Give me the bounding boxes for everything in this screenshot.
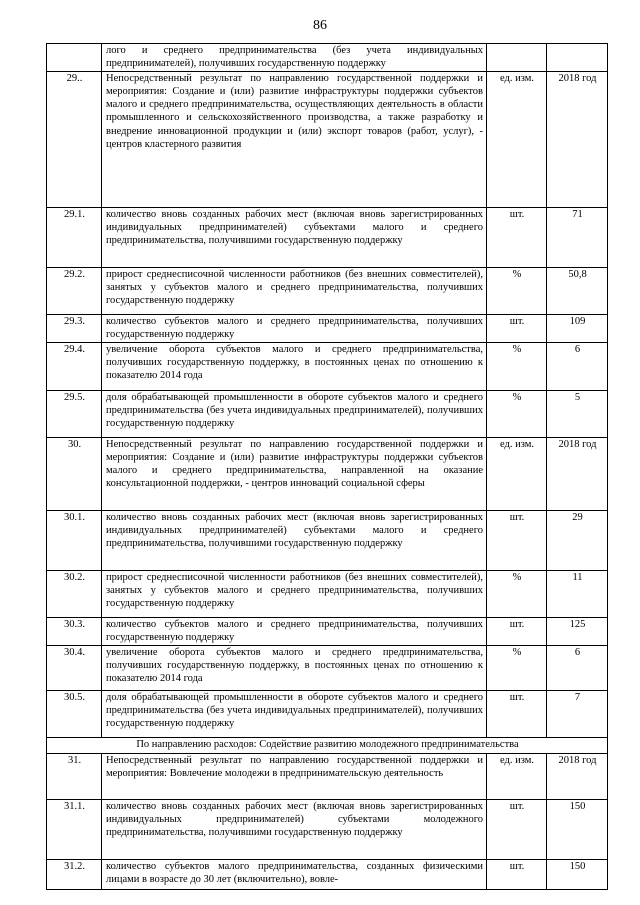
table-row — [47, 342, 608, 390]
indicator-text: Непосредственный результат по направлению государственной поддержки и мероприятия: Создание и (или) развитие инфраструктуры поддержки субъектов малого и среднего предпринимательства, осуществляющих деятельность в области промышленного и сельскохозяйственного производства, а также разработку и внедрение инновационной продукции и (или) экспорт товаров (работ, услуг), - центров кластерного развития — [102, 71, 487, 207]
indicator-text: количество вновь созданных рабочих мест (включая вновь зарегистрированных индивидуальных предпринимателей) субъектами малого и среднего предпринимательства, получившими государственную поддержку — [102, 207, 487, 267]
row-number: 30. — [47, 437, 102, 510]
value-cell: 2018 год — [547, 71, 608, 207]
value-cell: 109 — [547, 314, 608, 342]
row-number: 30.5. — [47, 690, 102, 737]
unit-cell: % — [487, 267, 547, 314]
table-row — [47, 71, 608, 207]
value-cell: 11 — [547, 570, 608, 617]
unit-cell: шт. — [487, 617, 547, 645]
row-number: 29.1. — [47, 207, 102, 267]
indicator-text: количество вновь созданных рабочих мест (включая вновь зарегистрированных индивидуальных предпринимателей) субъектами молодежного предпринимательства, получившими государственную поддержку — [102, 799, 487, 859]
indicator-text: увеличение оборота субъектов малого и среднего предпринимательства, получивших государственную поддержку, в постоянных ценах по отношению к показателю 2014 года — [102, 645, 487, 690]
table-row — [47, 617, 608, 645]
unit-cell: % — [487, 570, 547, 617]
indicator-text: Непосредственный результат по направлению государственной поддержки и мероприятия: Вовлечение молодежи в предпринимательскую деятельность — [102, 753, 487, 799]
row-number: 31. — [47, 753, 102, 799]
unit-cell: ед. изм. — [487, 71, 547, 207]
value-cell: 50,8 — [547, 267, 608, 314]
row-number: 29.3. — [47, 314, 102, 342]
unit-cell: % — [487, 342, 547, 390]
unit-cell: ед. изм. — [487, 437, 547, 510]
section-heading: По направлению расходов: Содействие развитию молодежного предпринимательства — [47, 737, 608, 753]
row-number: 29.4. — [47, 342, 102, 390]
row-number: 30.3. — [47, 617, 102, 645]
value-cell: 125 — [547, 617, 608, 645]
value-cell: 71 — [547, 207, 608, 267]
row-number: 30.1. — [47, 510, 102, 570]
unit-cell: шт. — [487, 207, 547, 267]
indicator-text: количество субъектов малого и среднего предпринимательства, получивших государственную поддержку — [102, 314, 487, 342]
table-row — [47, 437, 608, 510]
table-row — [47, 859, 608, 889]
row-number — [47, 44, 102, 72]
row-number: 31.2. — [47, 859, 102, 889]
row-number: 30.4. — [47, 645, 102, 690]
indicator-text: Непосредственный результат по направлению государственной поддержки и мероприятия: Создание и (или) развитие инфраструктуры поддержки субъектов малого и среднего предпринимательства, направленной на оказание консультационной поддержки, - центров инноваций социальной сферы — [102, 437, 487, 510]
indicators-table — [46, 43, 608, 890]
unit-cell — [487, 44, 547, 72]
value-cell: 2018 год — [547, 437, 608, 510]
unit-cell: ед. изм. — [487, 753, 547, 799]
value-cell: 2018 год — [547, 753, 608, 799]
indicator-text: количество субъектов малого предпринимательства, созданных физическими лицами в возрасте до 30 лет (включительно), вовле- — [102, 859, 487, 889]
value-cell: 5 — [547, 390, 608, 437]
table-row — [47, 690, 608, 737]
row-number: 29.5. — [47, 390, 102, 437]
unit-cell: шт. — [487, 314, 547, 342]
indicator-text: прирост среднесписочной численности работников (без внешних совместителей), занятых у субъектов малого и среднего предпринимательства, получивших государственную поддержку — [102, 570, 487, 617]
table-row — [47, 799, 608, 859]
unit-cell: шт. — [487, 510, 547, 570]
indicator-text: лого и среднего предпринимательства (без учета индивидуальных предпринимателей), получивших государственную поддержку — [102, 44, 487, 72]
row-number: 30.2. — [47, 570, 102, 617]
value-cell: 150 — [547, 799, 608, 859]
indicator-text: прирост среднесписочной численности работников (без внешних совместителей), занятых у субъектов малого и среднего предпринимательства, получивших государственную поддержку — [102, 267, 487, 314]
unit-cell: шт. — [487, 859, 547, 889]
table-row — [47, 314, 608, 342]
table-row — [47, 207, 608, 267]
unit-cell: % — [487, 645, 547, 690]
table-row — [47, 44, 608, 72]
table-row — [47, 267, 608, 314]
unit-cell: шт. — [487, 799, 547, 859]
unit-cell: % — [487, 390, 547, 437]
row-number: 29.. — [47, 71, 102, 207]
indicator-text: доля обрабатывающей промышленности в обороте субъектов малого и среднего предпринимательства (без учета индивидуальных предпринимателей), получивших государственную поддержку — [102, 390, 487, 437]
indicator-text: увеличение оборота субъектов малого и среднего предпринимательства, получивших государственную поддержку, в постоянных ценах по отношению к показателю 2014 года — [102, 342, 487, 390]
table-row — [47, 510, 608, 570]
page-number: 86 — [313, 18, 327, 33]
value-cell: 150 — [547, 859, 608, 889]
value-cell: 6 — [547, 645, 608, 690]
table-row — [47, 753, 608, 799]
value-cell: 7 — [547, 690, 608, 737]
table-row — [47, 390, 608, 437]
row-number: 29.2. — [47, 267, 102, 314]
indicator-text: доля обрабатывающей промышленности в обороте субъектов малого и среднего предпринимательства (без учета индивидуальных предпринимателей), получивших государственную поддержку — [102, 690, 487, 737]
value-cell — [547, 44, 608, 72]
indicator-text: количество вновь созданных рабочих мест (включая вновь зарегистрированных индивидуальных предпринимателей) субъектами малого и среднего предпринимательства, получившими государственную поддержку — [102, 510, 487, 570]
table-row — [47, 570, 608, 617]
value-cell: 6 — [547, 342, 608, 390]
value-cell: 29 — [547, 510, 608, 570]
section-heading-row — [47, 737, 608, 753]
indicator-text: количество субъектов малого и среднего предпринимательства, получивших государственную поддержку — [102, 617, 487, 645]
row-number: 31.1. — [47, 799, 102, 859]
unit-cell: шт. — [487, 690, 547, 737]
table-row — [47, 645, 608, 690]
